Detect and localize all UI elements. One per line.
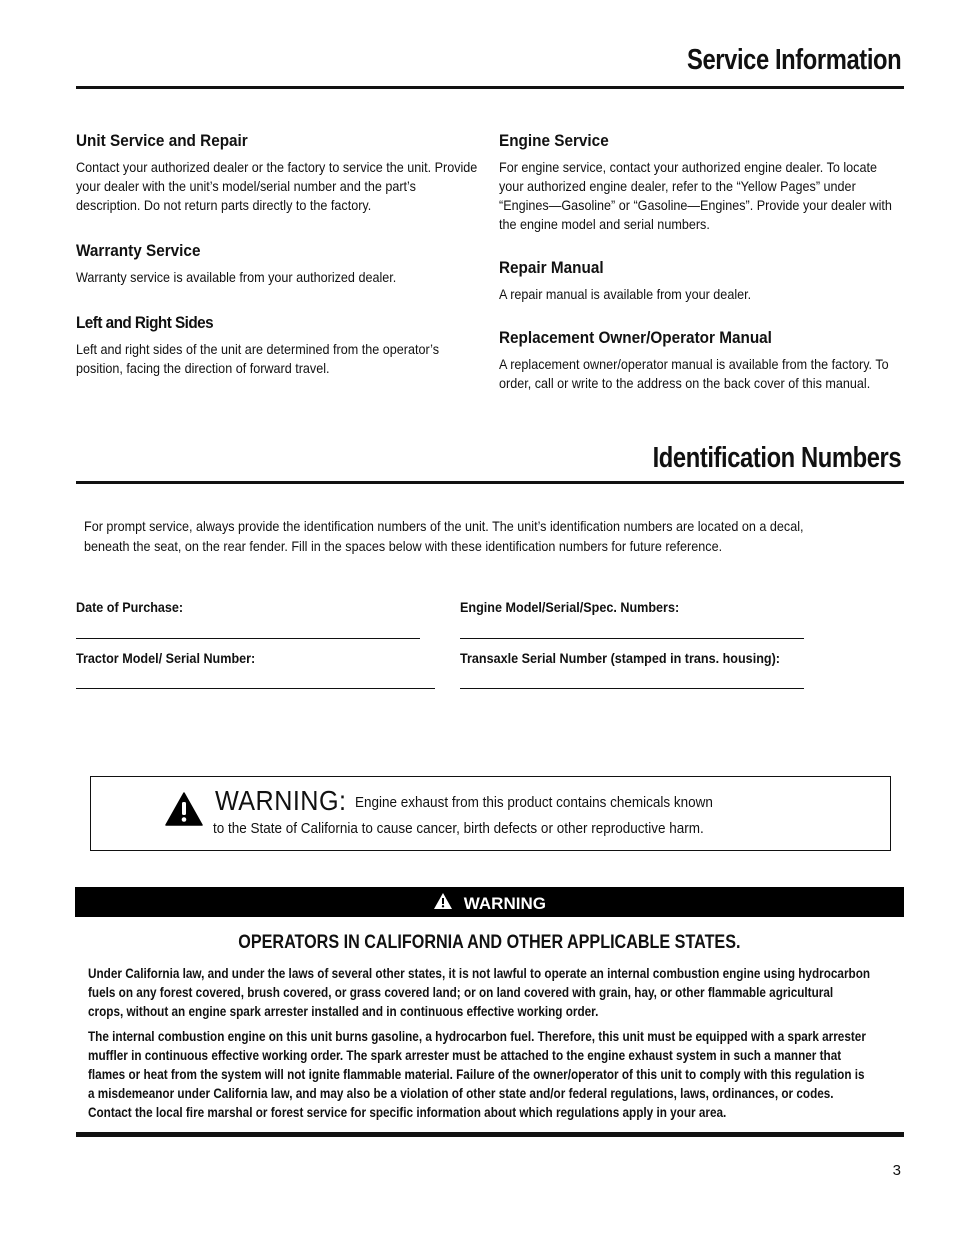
page-number: 3 xyxy=(892,1162,901,1179)
service-information-title: Service Information xyxy=(686,44,901,76)
engine-service-body: For engine service, contact your authorized engine dealer. To locate your authorized engine dealer, refer to the “Yellow Pages” under “Engines—Gasoline” or “Gasoline—Engines”. Provide your dealer with the engine model and serial numbers. xyxy=(499,159,892,232)
transaxle-serial-line[interactable] xyxy=(460,688,804,689)
sides-heading: Left and Right Sides xyxy=(76,313,214,332)
repair-manual-section xyxy=(499,258,944,304)
identification-numbers-title: Identification Numbers xyxy=(652,442,901,474)
engine-service-section xyxy=(499,131,944,234)
identification-intro: For prompt service, always provide the identification numbers of the unit. The unit’s identification numbers are located on a decal, beneath the seat, on the rear fender. Fill in the spaces below with these identification numbers for future reference. xyxy=(84,518,804,554)
transaxle-serial-label: Transaxle Serial Number (stamped in trans. housing): xyxy=(460,650,780,666)
unit-service-section xyxy=(76,131,526,215)
warranty-heading: Warranty Service xyxy=(76,241,201,260)
title-rule xyxy=(76,86,904,89)
prop65-warning-line2: to the State of California to cause cancer, birth defects or other reproductive harm. xyxy=(213,820,704,837)
date-of-purchase-line[interactable] xyxy=(76,638,420,639)
engine-numbers-line[interactable] xyxy=(460,638,804,639)
unit-service-body: Contact your authorized dealer or the factory to service the unit. Provide your dealer with the unit’s model/serial number and the part’s description. Do not return parts directly to the factory. xyxy=(76,159,478,213)
bottom-rule xyxy=(76,1132,904,1137)
sides-section xyxy=(76,313,526,378)
engine-numbers-label: Engine Model/Serial/Spec. Numbers: xyxy=(460,599,680,615)
warning-triangle-icon xyxy=(433,892,453,915)
repair-manual-heading: Repair Manual xyxy=(499,258,604,277)
engine-service-heading: Engine Service xyxy=(499,131,609,150)
california-law-paragraph: Under California law, and under the laws of several other states, it is not lawful to operate an internal combustion engine using hydrocarbon fuels on any forest covered, brush covered, or grass covered land; or on land covered with grain, hay, or other flammable agricultural crops, without an engine spark arrester installed and in continuous effective working order. xyxy=(88,966,871,1019)
replacement-manual-section xyxy=(499,328,944,393)
warranty-body: Warranty service is available from your authorized dealer. xyxy=(76,269,397,285)
tractor-serial-label: Tractor Model/ Serial Number: xyxy=(76,650,256,666)
banner-warning-label: WARNING xyxy=(463,893,546,913)
tractor-serial-line[interactable] xyxy=(76,688,435,689)
warning-triangle-icon xyxy=(165,792,203,826)
operators-heading: OPERATORS IN CALIFORNIA AND OTHER APPLICABLE STATES. xyxy=(238,932,741,953)
prop65-warning-box xyxy=(90,776,891,851)
replacement-manual-body: A replacement owner/operator manual is available from the factory. To order, call or write to the address on the back cover of this manual. xyxy=(499,356,889,391)
sides-body: Left and right sides of the unit are determined from the operator’s position, facing the direction of forward travel. xyxy=(76,341,440,376)
warranty-section xyxy=(76,241,526,287)
prop65-warning-line1: Engine exhaust from this product contains chemicals known xyxy=(355,794,713,811)
spark-arrester-paragraph: The internal combustion engine on this unit burns gasoline, a hydrocarbon fuel. Therefore, this unit must be equipped with a spark arrester muffler in continuous effective working order. The spark arrester must be attached to the engine exhaust system in such a manner that flames or heat from the system will not ignite flammable material. Failure of the owner/operator of this unit to comply with this regulation is a misdemeanor under California law, and may also be a violation of other state and/or federal regulations, laws, ordinances, or codes. Contact the local fire marshal or forest service for specific information about which regulations apply in your area. xyxy=(88,1029,866,1120)
identification-rule xyxy=(76,481,904,484)
repair-manual-body: A repair manual is available from your dealer. xyxy=(499,286,752,302)
replacement-manual-heading: Replacement Owner/Operator Manual xyxy=(499,328,772,347)
date-of-purchase-label: Date of Purchase: xyxy=(76,599,184,615)
unit-service-heading: Unit Service and Repair xyxy=(76,131,248,150)
prop65-warning-word: WARNING: xyxy=(215,785,347,816)
california-warning-banner xyxy=(75,887,904,917)
